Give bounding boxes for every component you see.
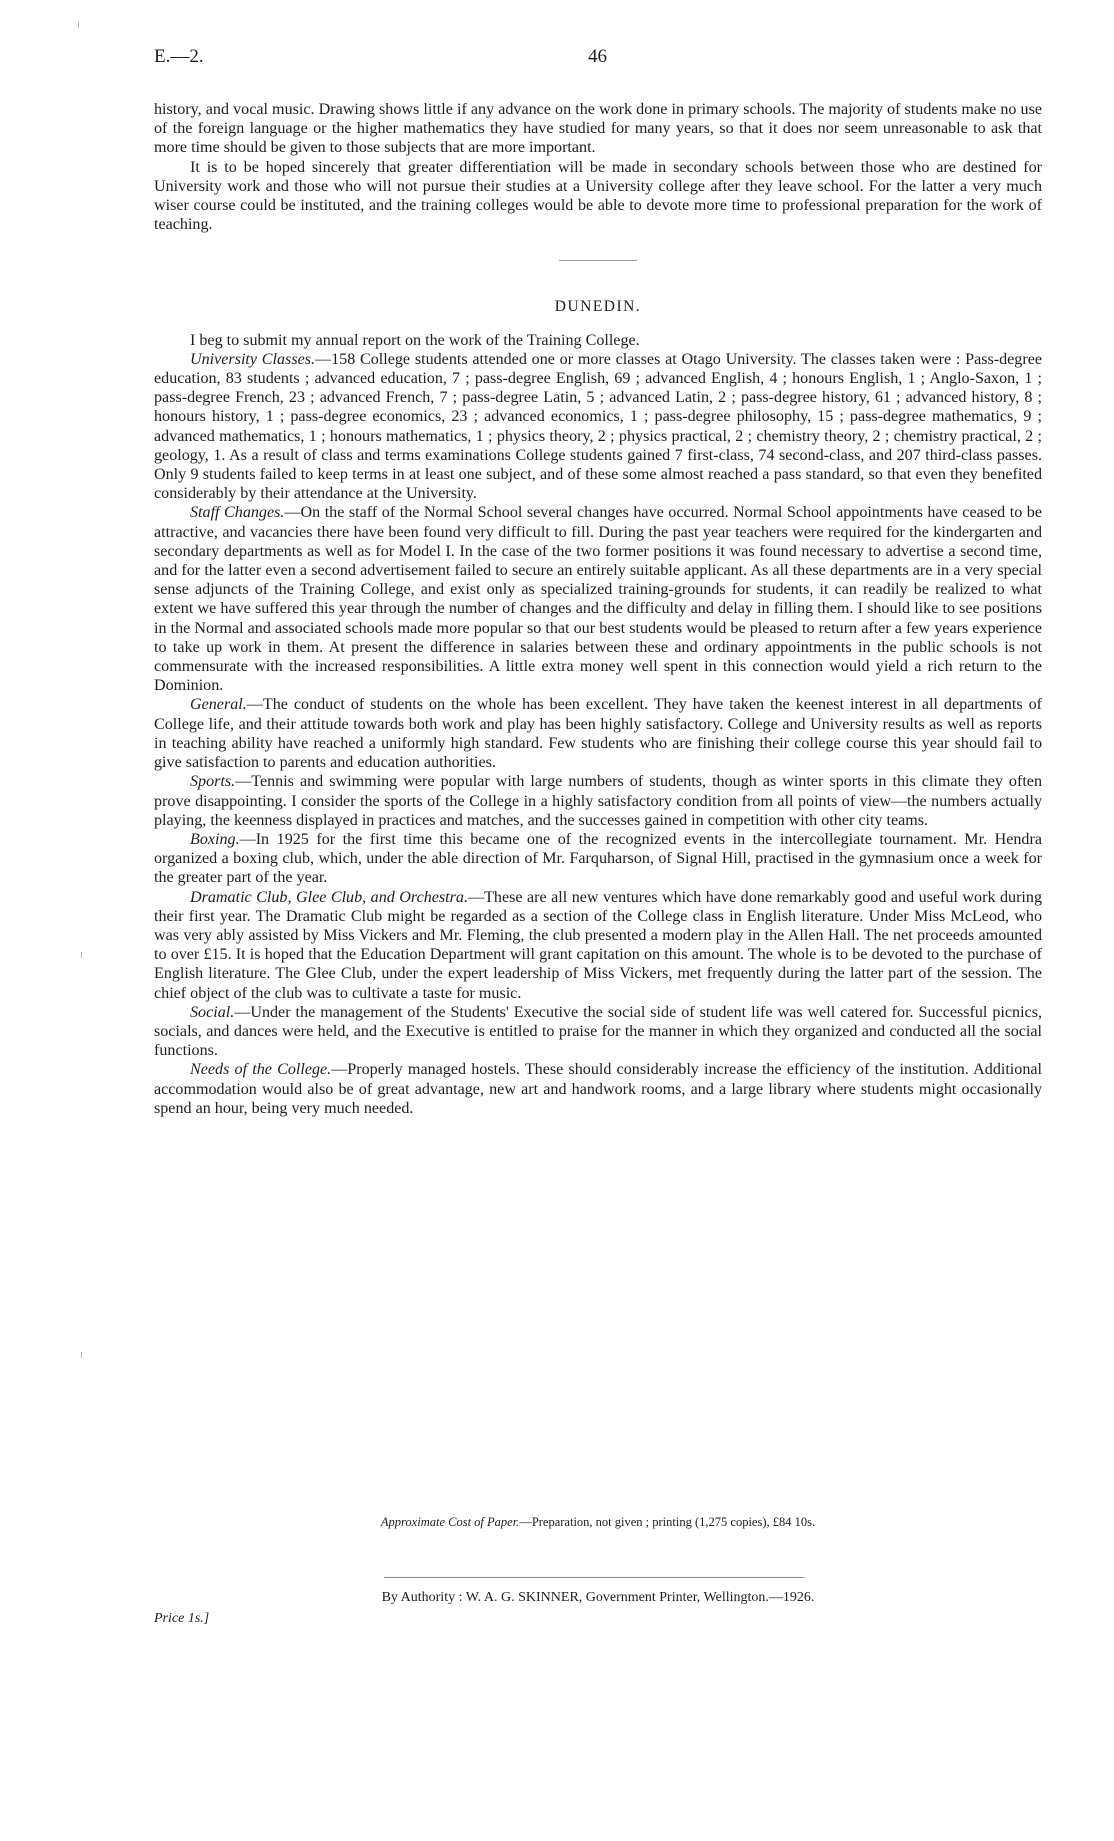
body-text xyxy=(154,100,1042,1118)
margin-mark-middle xyxy=(81,952,82,958)
paragraph-general xyxy=(154,695,1042,772)
page-header xyxy=(154,46,1042,70)
margin-mark-lower xyxy=(81,1352,82,1358)
printer-authority-line xyxy=(154,1590,1042,1606)
intro-paragraph-2: It is to be hoped sincerely that greater differentiation will be made in secondary schools between those who are destined for University work and those who will not pursue their studies at a University college after they leave school. For the latter a very much wiser course could be instituted, and the training colleges would be able to devote more time to professional preparation for the work of teaching. xyxy=(154,158,1042,234)
paragraph-heading: Dramatic Club, Glee Club, and Orchestra. xyxy=(190,888,468,906)
cost-label: Approximate Cost of Paper. xyxy=(380,1515,520,1529)
paragraph-heading: General. xyxy=(190,696,247,714)
paragraph-heading: Sports. xyxy=(190,773,236,791)
paragraph-sports xyxy=(154,772,1042,830)
paragraph-text: —158 College students attended one or more classes at Otago University. The classes taken were : Pass-degree education, 83 students ; advanced education, 7 ; pass-degree English, 69 ; advanced English, 4 ; honours English, 1 ; Anglo-Saxon, 1 ; pass-degree French, 23 ; advanced French, 7 ; pass-degree Latin, 5 ; advanced Latin, 2 ; pass-degree history, 61 ; advanced history, 8 ; honours history, 1 ; pass-degree economics, 23 ; advanced economics, 1 ; pass-degree philosophy, 15 ; pass-degree mathematics, 9 ; advanced mathematics, 1 ; honours mathematics, 1 ; physics theory, 2 ; physics practical, 2 ; chemistry theory, 2 ; chemistry practical, 2 ; geology, 1. As a result of class and terms examinations College students gained 7 first-class, 74 second-class, and 207 third-class passes. Only 9 students failed to keep terms in at least one subject, and of these some almost reached a pass standard, so that even they benefited considerably by their attendance at the University. xyxy=(154,350,1042,503)
paragraph-heading: Needs of the College. xyxy=(190,1061,332,1079)
paragraph-text: —Tennis and swimming were popular with large numbers of students, though as winter sports in this climate they often prove disappointing. I consider the sports of the College in a highly satisfactory condition from all points of view—the numbers actually playing, the keenness displayed in practices and matches, and the successes gained in competition with other city teams. xyxy=(154,773,1042,829)
document-reference: E.—2. xyxy=(154,46,204,67)
paragraph-text: —These are all new ventures which have done remarkably good and useful work during their first year. The Dramatic Club might be regarded as a section of the College class in English literature. Under Miss McLeod, who was very ably assisted by Miss Vickers and Mr. Fleming, the club presented a modern play in the Allen Hall. The net proceeds amounted to over £15. It is hoped that the Education Department will grant capitation on this amount. The whole is to be devoted to the purchase of English literature. The Glee Club, under the expert leadership of Miss Vickers, met frequently during the latter part of the session. The chief object of the club was to cultivate a taste for music. xyxy=(154,888,1042,1002)
authority-rule xyxy=(384,1577,804,1578)
paragraph-university-classes xyxy=(154,350,1042,504)
paragraph-boxing xyxy=(154,830,1042,888)
authority-label: By Authority : xyxy=(381,1590,463,1605)
paragraph-heading: Social. xyxy=(190,1003,235,1021)
paragraph-heading: Staff Changes. xyxy=(190,504,285,522)
page-number: 46 xyxy=(588,46,607,67)
margin-mark-top xyxy=(78,22,79,28)
paragraph-heading: University Classes. xyxy=(190,350,316,368)
paragraph-text: —The conduct of students on the whole has been excellent. They have taken the keenest interest in all departments of College life, and their attitude towards both work and play has been highly satisfactory. College and University results as well as reports in teaching ability have reached a uniformly high standard. Few students who are finishing their college course this year should fail to give satisfaction to parents and education authorities. xyxy=(154,696,1042,772)
paragraph-text: —In 1925 for the first time this became one of the recognized events in the intercollegiate tournament. Mr. Hendra organized a boxing club, which, under the able direction of Mr. Farquharson, of Signal Hill, practised in the gymnasium once a week for the greater part of the year. xyxy=(154,830,1042,887)
paragraph-dramatic-club xyxy=(154,888,1042,1003)
section-divider xyxy=(559,260,637,261)
paragraph-text: —Properly managed hostels. These should considerably increase the efficiency of the institution. Additional accommodation would also be of great advantage, new art and handwork rooms, and a large library where students might occasionally spend an hour, being very much needed. xyxy=(154,1061,1042,1117)
paragraph-text: —On the staff of the Normal School several changes have occurred. Normal School appointments have ceased to be attractive, and vacancies there have been found very difficult to fill. During the past year teachers were required for the kindergarten and secondary departments as well as for Model I. In the case of the two former positions it was found necessary to advertise a second time, and for the latter even a second advertisement failed to secure an entirely suitable applicant. As all these departments are in a very special sense adjuncts of the Training College, and exist only as specialized training-grounds for students, it can readily be realized to what extent we have suffered this year through the number of changes and the difficulty and delay in filling them. I should like to see positions in the Normal and associated schools made more popular so that our best students would be pleased to return after a few years experience to take up work in them. At present the difference in salaries between these and ordinary appointments in the public schools is not commensurate with the increased responsibilities. A little extra money well spent in this connection would yield a rich return to the Dominion. xyxy=(154,504,1042,695)
authority-text: W. A. G. SKINNER, Government Printer, Wellington.—1926. xyxy=(465,1590,815,1605)
paragraph-text: —Under the management of the Students' Executive the social side of student life was well catered for. Successful picnics, socials, and dances were held, and the Executive is entitled to praise for the manner in which they organized and conducted all the social functions. xyxy=(154,1003,1042,1060)
price-note: Price 1s.] xyxy=(154,1611,210,1626)
cost-text: —Preparation, not given ; printing (1,275 copies), £84 10s. xyxy=(519,1515,816,1529)
dunedin-opening: I beg to submit my annual report on the work of the Training College. xyxy=(190,331,640,349)
paragraph-heading: Boxing. xyxy=(190,830,240,848)
paragraph-staff-changes xyxy=(154,503,1042,695)
intro-paragraph-1: history, and vocal music. Drawing shows little if any advance on the work done in primary schools. The majority of students make no use of the foreign language or the higher mathematics they have studied for many years, so that it does nor seem unreasonable to ask that more time should be given to those subjects that are more important. xyxy=(154,101,1042,157)
paragraph-needs-of-college xyxy=(154,1060,1042,1118)
paragraph-social xyxy=(154,1003,1042,1061)
section-title-dunedin: DUNEDIN. xyxy=(554,298,642,316)
cost-of-paper-note xyxy=(154,1515,1042,1530)
